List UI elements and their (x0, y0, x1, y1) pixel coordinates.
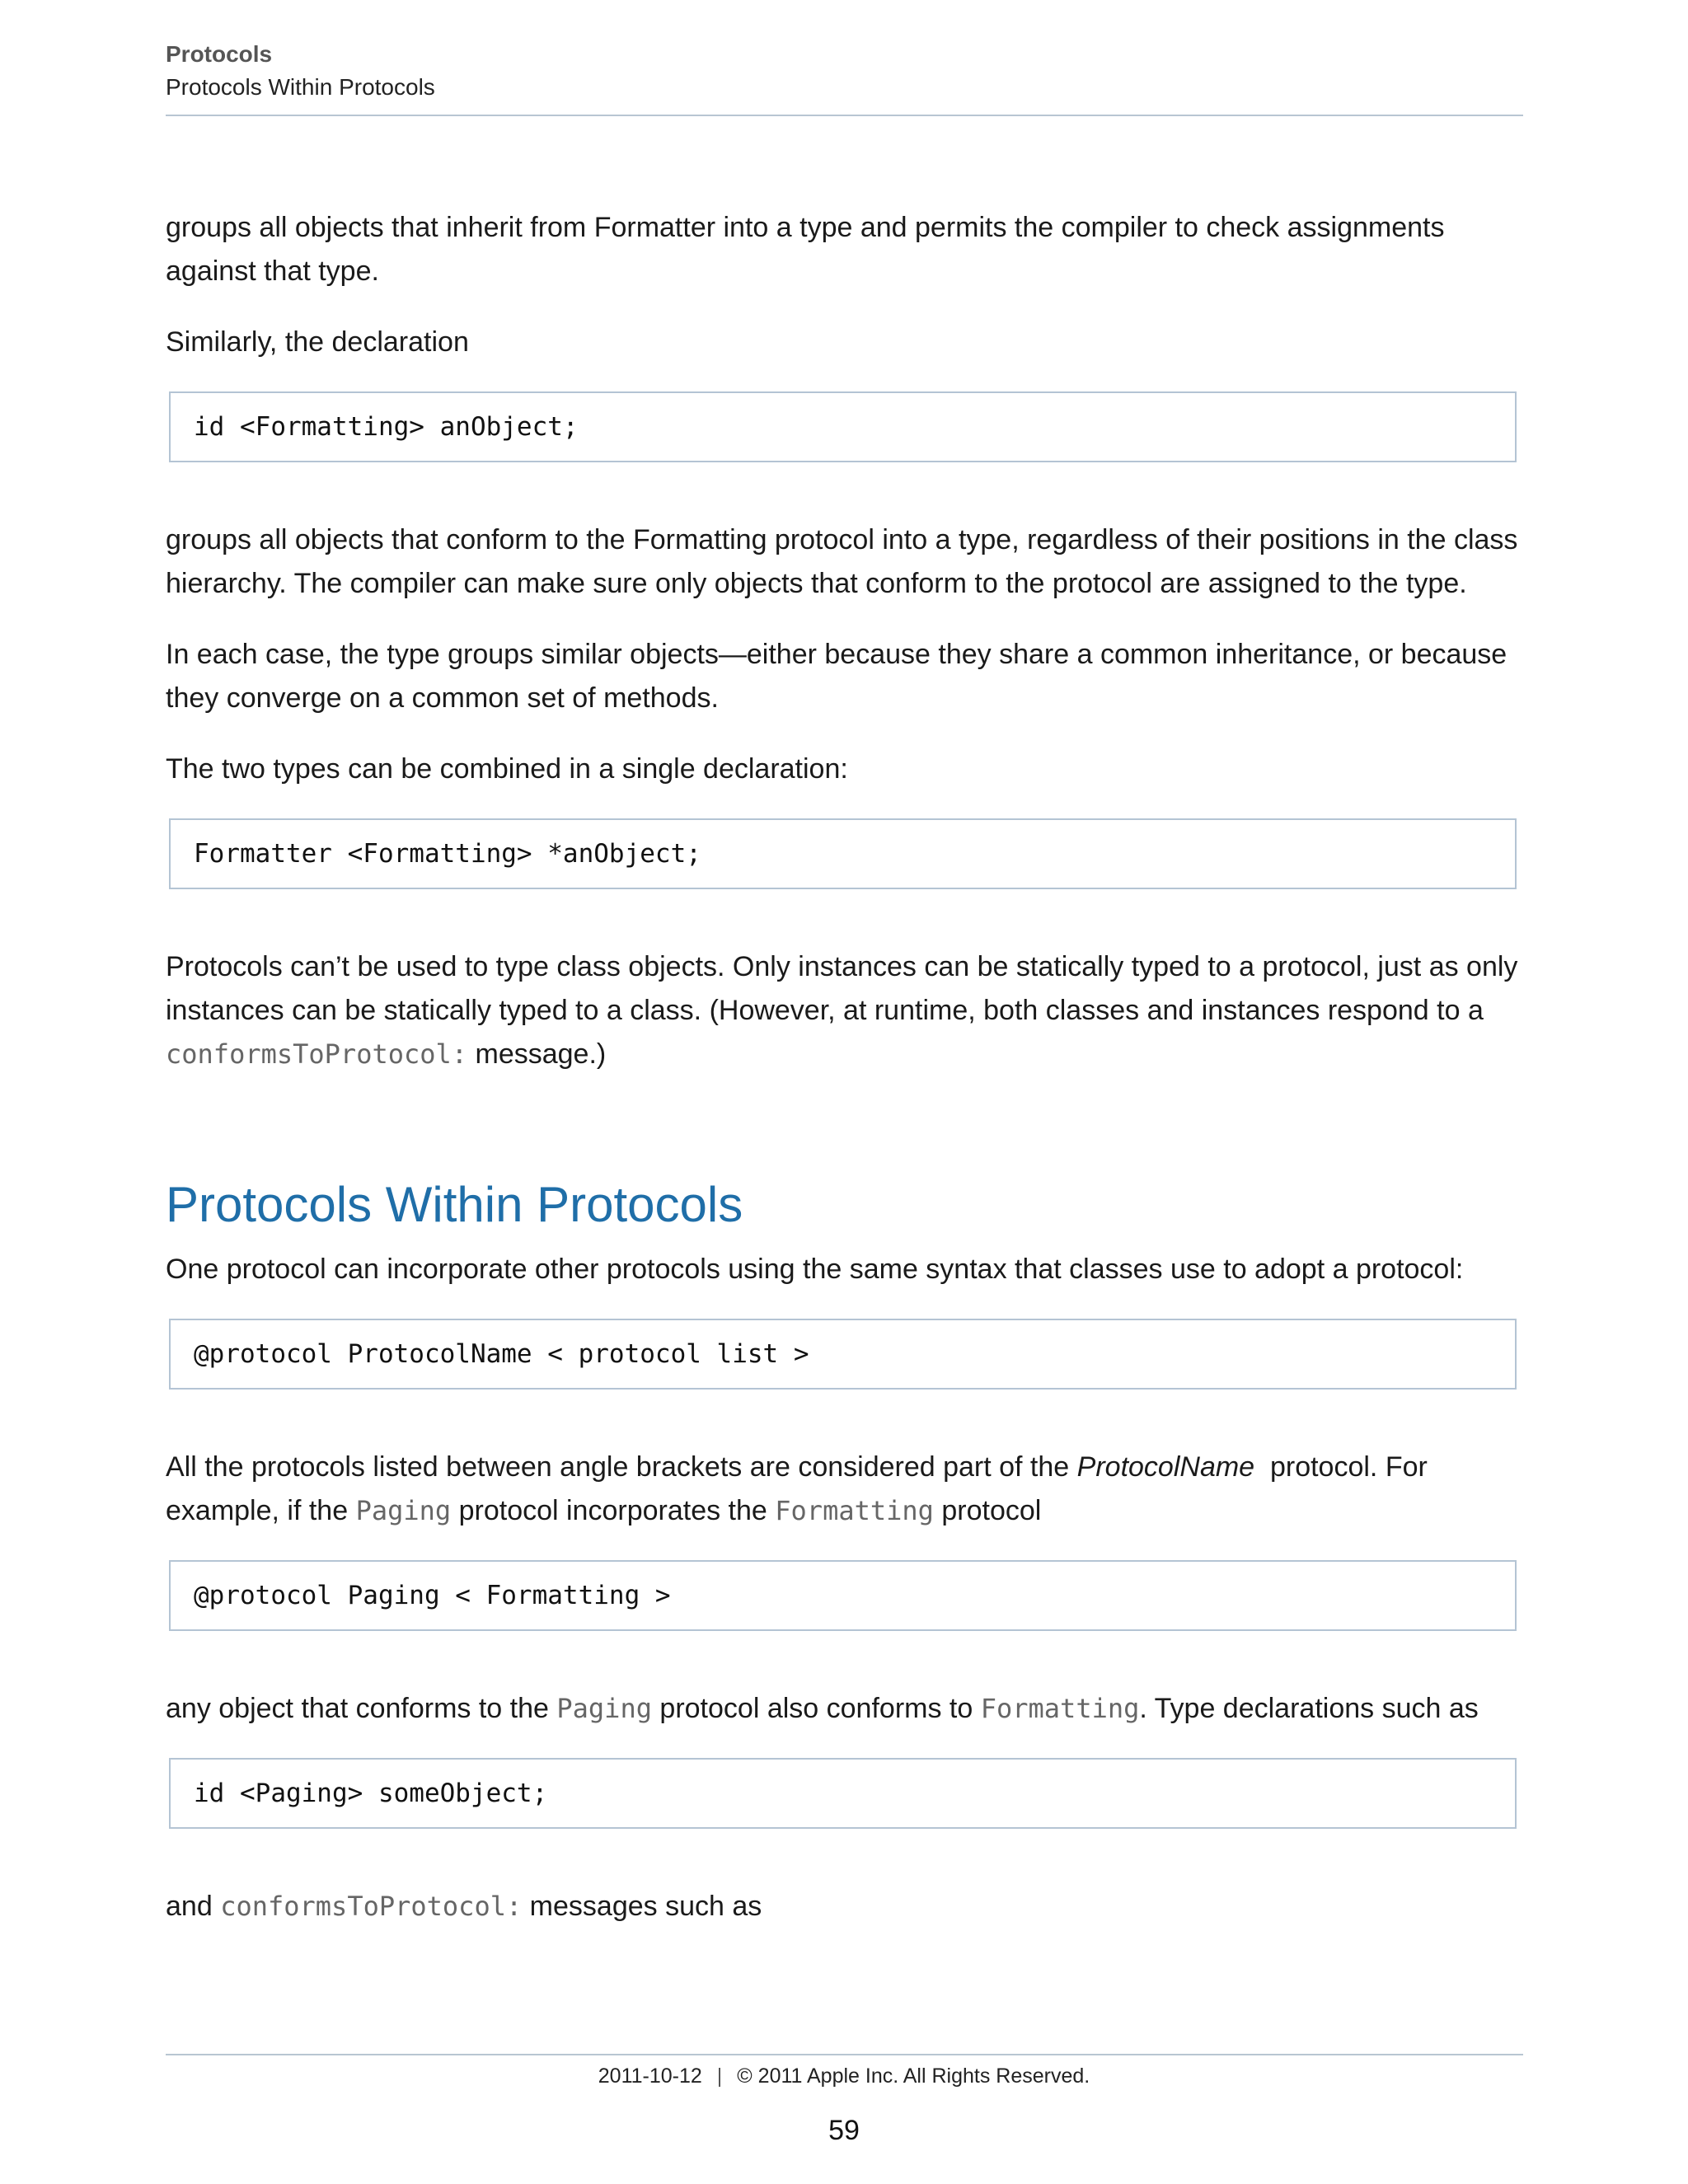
code-block: @protocol ProtocolName < protocol list > (169, 1319, 1517, 1390)
page-content (166, 206, 1523, 1956)
header-chapter-title: Protocols (166, 41, 273, 67)
footer (0, 2064, 1688, 2088)
inline-code: Paging (355, 1495, 452, 1526)
paragraph: The two types can be combined in a single declaration: (166, 753, 848, 785)
code-block: id <Formatting> anObject; (169, 391, 1517, 462)
code-block: @protocol Paging < Formatting > (169, 1560, 1517, 1631)
running-header (166, 38, 1523, 104)
paragraph: groups all objects that inherit from Formatter into a type and permits the compiler to check assignments against that type. (166, 212, 1445, 287)
text-run: . Type declarations such as (1139, 1693, 1479, 1724)
paragraph: Similarly, the declaration (166, 326, 469, 358)
text-run: protocol also conforms to (651, 1693, 981, 1724)
header-section-title: Protocols Within Protocols (166, 74, 435, 100)
paragraph: One protocol can incorporate other protocols using the same syntax that classes use to adopt a protocol: (166, 1254, 1464, 1285)
paragraph (166, 1446, 1523, 1533)
header-divider (166, 115, 1523, 116)
paragraph (166, 1885, 1523, 1929)
text-run: messages such as (522, 1891, 762, 1922)
page-number: 59 (828, 2115, 860, 2146)
footer-date: 2011-10-12 (598, 2064, 702, 2088)
footer-separator: | (716, 2064, 723, 2088)
paragraph (166, 945, 1523, 1076)
text-run: protocol (933, 1495, 1042, 1526)
inline-code: conformsToProtocol: (166, 1038, 468, 1070)
text-run: message.) (467, 1038, 607, 1070)
inline-code: Formatting (775, 1495, 934, 1526)
inline-code: Formatting (980, 1693, 1140, 1724)
text-run: and (166, 1891, 221, 1922)
text-run: Protocols can’t be used to type class objects. Only instances can be statically typed to a protocol, just as only instances can be statically typed to a class. (However, at runtime, both classes and instances respond to a (166, 951, 1518, 1026)
paragraph: In each case, the type groups similar objects—either because they share a common inheritance, or because they converge on a common set of methods. (166, 639, 1507, 714)
code-block: id <Paging> someObject; (169, 1758, 1517, 1829)
footer-copyright: © 2011 Apple Inc. All Rights Reserved. (737, 2064, 1090, 2088)
text-run: All the protocols listed between angle brackets are considered part of the (166, 1451, 1077, 1483)
footer-divider (166, 2054, 1523, 2055)
text-run: protocol incorporates the (451, 1495, 776, 1526)
paragraph (166, 1687, 1523, 1731)
paragraph: groups all objects that conform to the Formatting protocol into a type, regardless of their positions in the class hierarchy. The compiler can make sure only objects that conform to the protocol are assigned to the type. (166, 524, 1518, 599)
inline-code: Paging (556, 1693, 652, 1724)
text-run: protocol. For example, if the (166, 1451, 1436, 1526)
inline-code: conformsToProtocol: (220, 1891, 523, 1922)
code-block: Formatter <Formatting> *anObject; (169, 818, 1517, 889)
section-heading: Protocols Within Protocols (166, 1177, 743, 1232)
text-run: any object that conforms to the (166, 1693, 557, 1724)
emphasis-text: ProtocolName (1076, 1451, 1255, 1483)
